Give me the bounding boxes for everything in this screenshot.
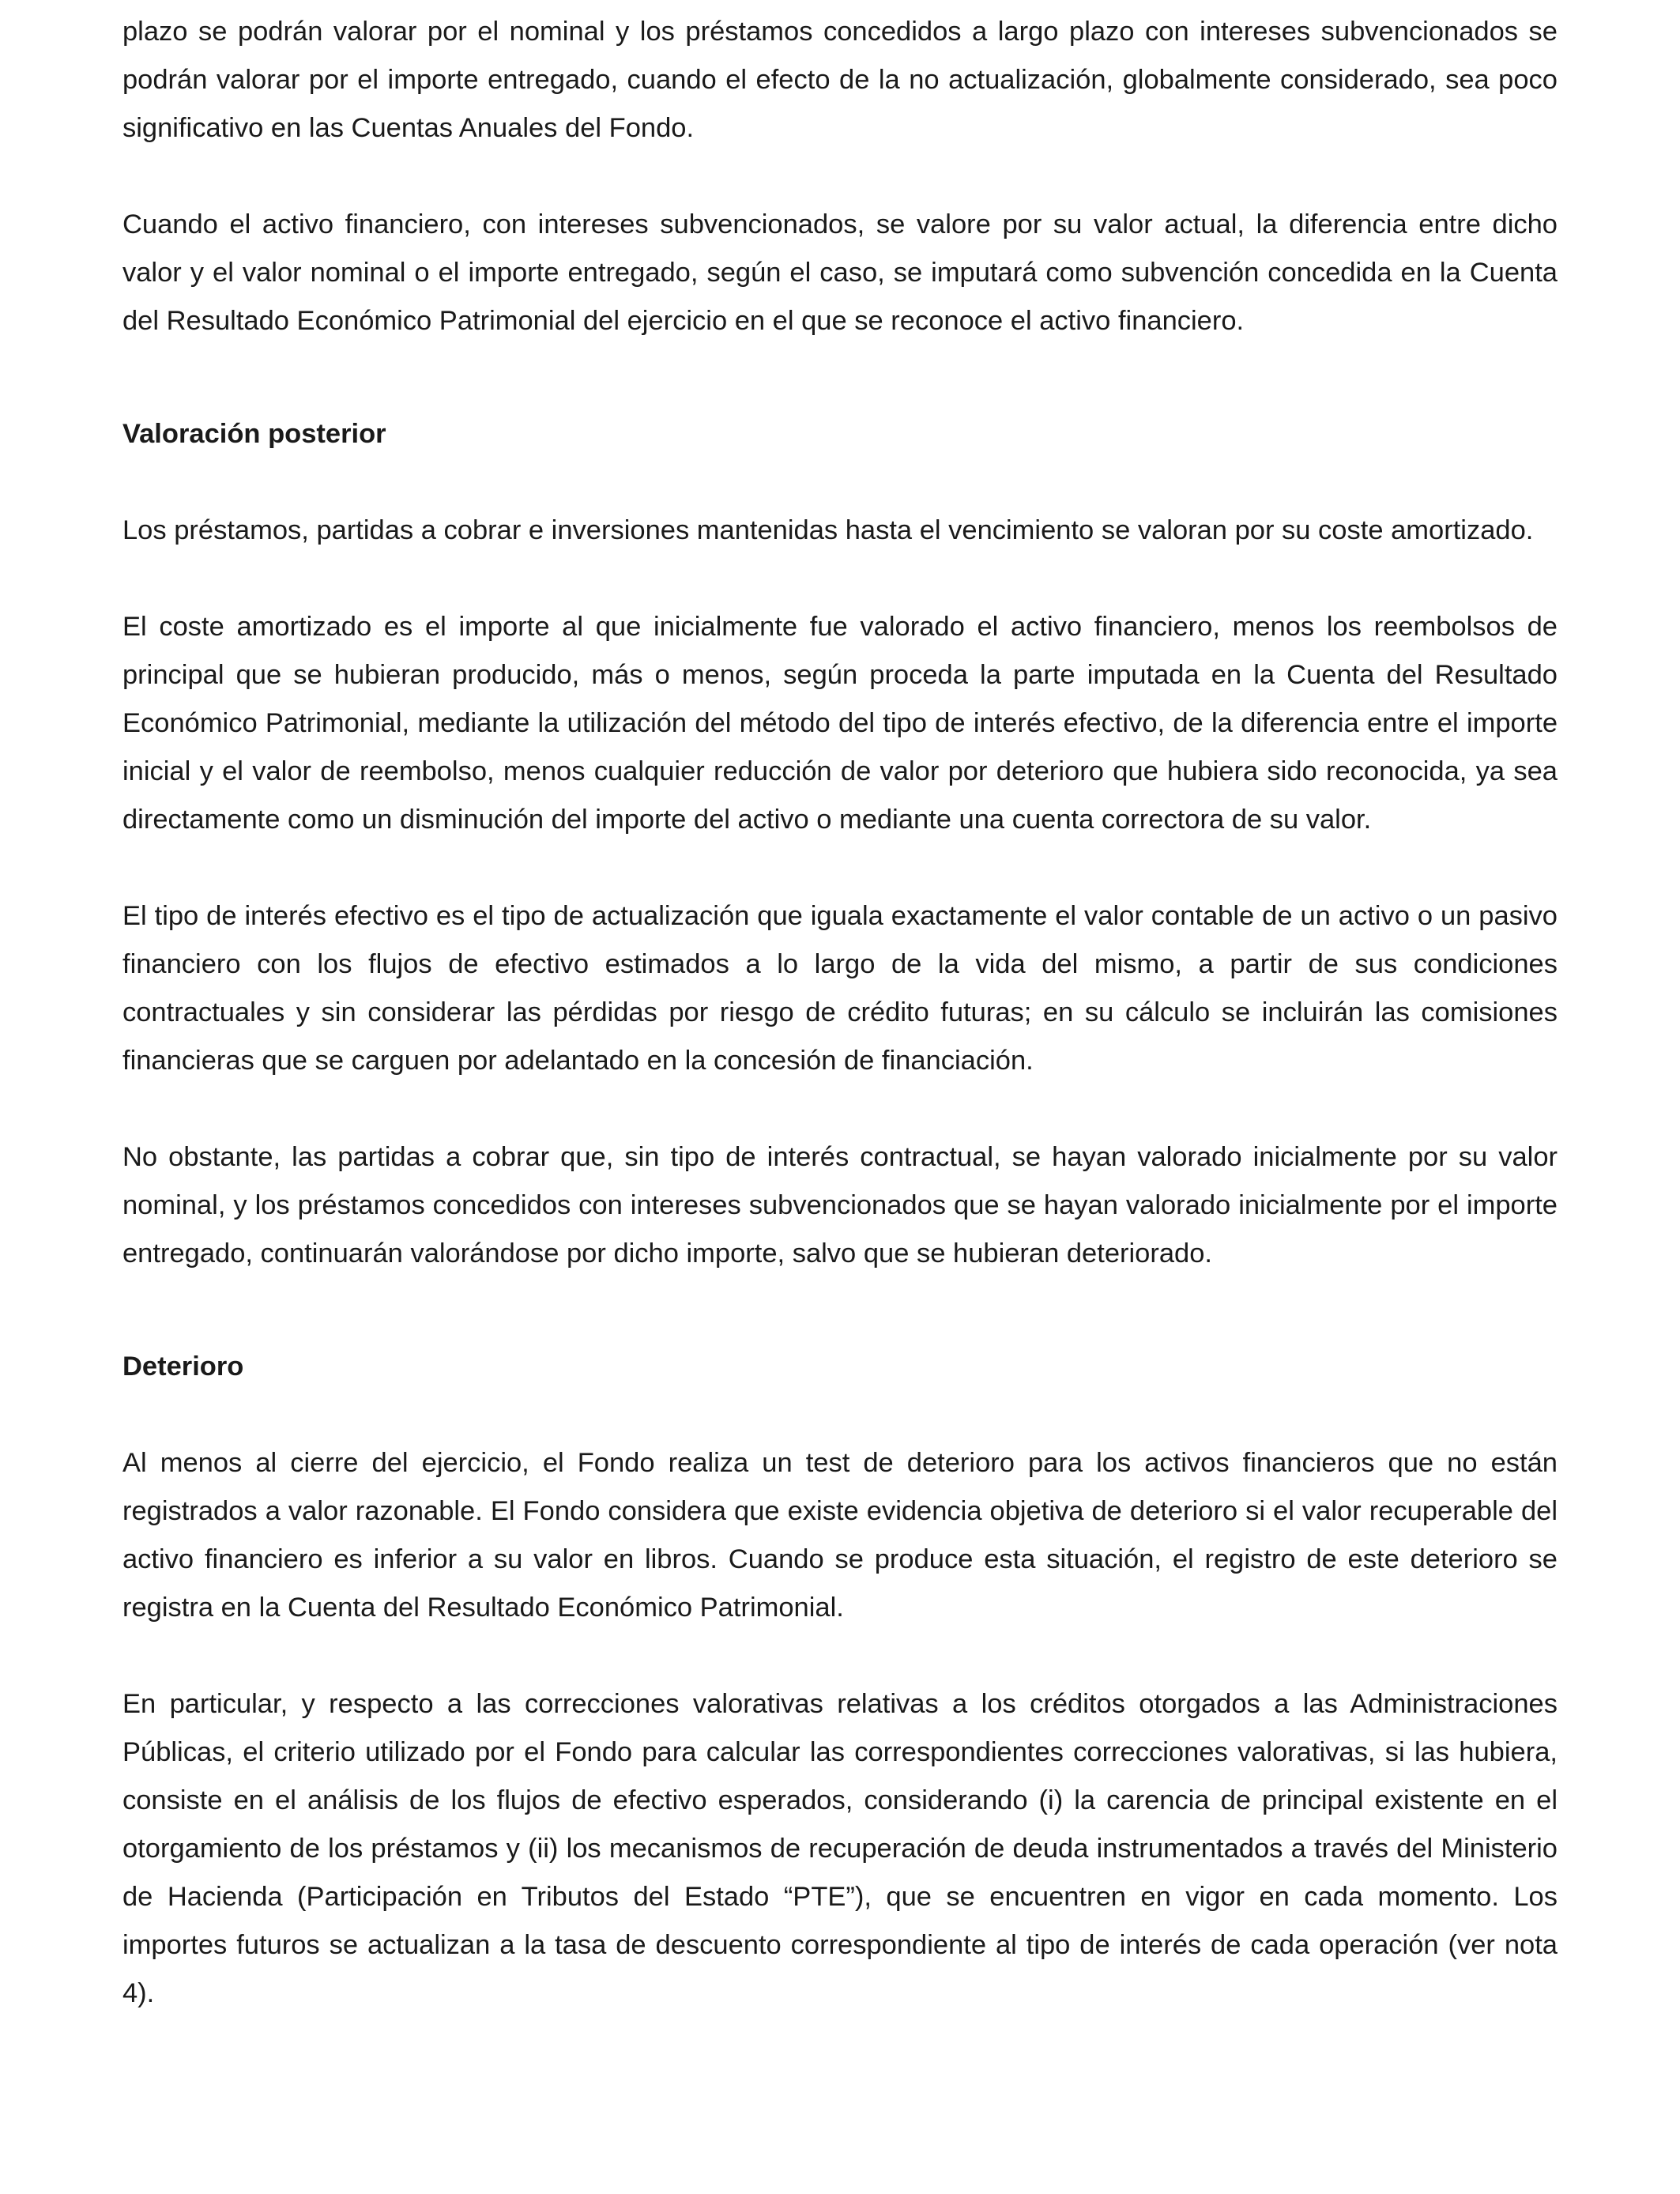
paragraph-spacer bbox=[122, 555, 1558, 603]
paragraph-spacer bbox=[122, 153, 1558, 201]
heading-deterioro: Deterioro bbox=[122, 1351, 244, 1382]
paragraph-spacer bbox=[122, 1085, 1558, 1133]
heading-valoracion-posterior: Valoración posterior bbox=[122, 419, 386, 449]
paragraph-spacer bbox=[122, 1391, 1558, 1439]
paragraph-correcciones-valorativas: En particular, y respecto a las correcciones valorativas relativas a los créditos otorgados a las Administraciones Públicas, el criterio utilizado por el Fondo para calcular las correspondientes correcciones valorativas, si las hubiera, consiste en el análisis de los flujos de efectivo esperados, considerando (i) la carencia de principal existente en el otorgamiento de los préstamos y (ii) los mecanismos de recuperación de deuda instrumentados a través del Ministerio de Hacienda (Participación en Tributos del Estado “PTE”), que se encuentren en vigor en cada momento. Los importes futuros se actualizan a la tasa de descuento correspondiente al tipo de interés de cada operación (ver nota 4). bbox=[122, 1689, 1558, 2008]
paragraph-test-deterioro: Al menos al cierre del ejercicio, el Fondo realiza un test de deterioro para los activos financieros que no están registrados a valor razonable. El Fondo considera que existe evidencia objetiva de deterioro si el valor recuperable del activo financiero es inferior a su valor en libros. Cuando se produce esta situación, el registro de este deterioro se registra en la Cuenta del Resultado Económico Patrimonial. bbox=[122, 1448, 1558, 1623]
paragraph-intro-subvencion: Cuando el activo financiero, con intereses subvencionados, se valore por su valor actual, la diferencia entre dicho valor y el valor nominal o el importe entregado, según el caso, se imputará como subvención concedida en la Cuenta del Resultado Económico Patrimonial del ejercicio en el que se reconoce el activo financiero. bbox=[122, 209, 1558, 336]
paragraph-spacer bbox=[122, 458, 1558, 507]
document-page bbox=[122, 8, 1558, 2018]
section-spacer bbox=[122, 1278, 1558, 1343]
section-spacer bbox=[122, 345, 1558, 410]
paragraph-spacer bbox=[122, 844, 1558, 892]
paragraph-no-obstante: No obstante, las partidas a cobrar que, sin tipo de interés contractual, se hayan valorado inicialmente por su valor nominal, y los préstamos concedidos con intereses subvencionados que se hayan valorado inicialmente por el importe entregado, continuarán valorándose por dicho importe, salvo que se hubieran deteriorado. bbox=[122, 1142, 1558, 1269]
paragraph-intro-continuation: plazo se podrán valorar por el nominal y los préstamos concedidos a largo plazo con intereses subvencionados se podrán valorar por el importe entregado, cuando el efecto de la no actualización, globalmente considerado, sea poco significativo en las Cuentas Anuales del Fondo. bbox=[122, 17, 1558, 143]
paragraph-tipo-interes-efectivo: El tipo de interés efectivo es el tipo de actualización que iguala exactamente el valor contable de un activo o un pasivo financiero con los flujos de efectivo estimados a lo largo de la vida del mismo, a partir de sus condiciones contractuales y sin considerar las pérdidas por riesgo de crédito futuras; en su cálculo se incluirán las comisiones financieras que se carguen por adelantado en la concesión de financiación. bbox=[122, 901, 1558, 1076]
paragraph-definicion-coste-amortizado: El coste amortizado es el importe al que inicialmente fue valorado el activo financiero, menos los reembolsos de principal que se hubieran producido, más o menos, según proceda la parte imputada en la Cuenta del Resultado Económico Patrimonial, mediante la utilización del método del tipo de interés efectivo, de la diferencia entre el importe inicial y el valor de reembolso, menos cualquier reducción de valor por deterioro que hubiera sido reconocida, ya sea directamente como un disminución del importe del activo o mediante una cuenta correctora de su valor. bbox=[122, 612, 1558, 835]
paragraph-spacer bbox=[122, 1632, 1558, 1680]
paragraph-coste-amortizado: Los préstamos, partidas a cobrar e inversiones mantenidas hasta el vencimiento se valoran por su coste amortizado. bbox=[122, 515, 1534, 545]
